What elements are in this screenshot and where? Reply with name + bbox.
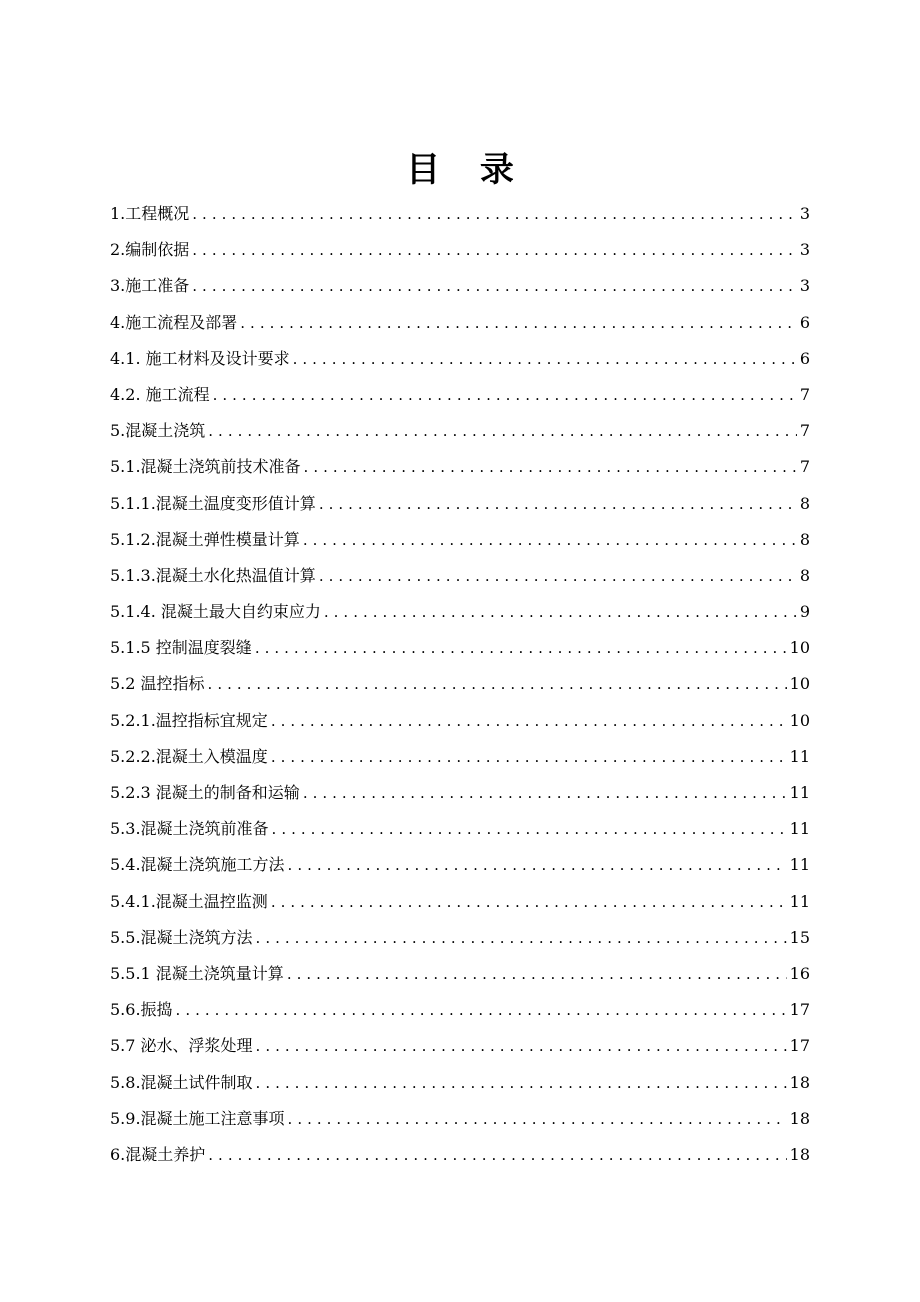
toc-entry[interactable] — [110, 884, 810, 920]
toc-entry-page-number: 10 — [789, 638, 810, 658]
toc-entry-label: 5.6.振捣 — [110, 1000, 173, 1020]
toc-entry-page-number: 15 — [789, 927, 810, 947]
toc-entry-label: 5.5.1 混凝土浇筑量计算 — [110, 963, 284, 983]
toc-dot-leader — [303, 775, 787, 811]
toc-dot-leader — [208, 1137, 786, 1173]
toc-title: 目 录 — [406, 150, 528, 190]
toc-dot-leader — [271, 884, 787, 920]
toc-entry[interactable] — [110, 775, 810, 811]
toc-entry-label: 4.2. 施工流程 — [110, 384, 210, 404]
toc-entry[interactable] — [110, 305, 810, 341]
toc-entry-page-number: 11 — [789, 819, 810, 839]
toc-entry[interactable] — [110, 1065, 810, 1101]
toc-entry-page-number: 3 — [799, 240, 810, 260]
toc-entry-page-number: 9 — [799, 602, 810, 622]
toc-entry-page-number: 8 — [799, 565, 810, 585]
toc-entry[interactable] — [110, 486, 810, 522]
toc-entry-label: 1.工程概况 — [110, 204, 190, 223]
toc-dot-leader — [256, 920, 787, 956]
toc-dot-leader — [208, 666, 787, 702]
toc-dot-leader — [255, 630, 787, 666]
toc-entry[interactable] — [110, 847, 810, 883]
toc-entry-page-number: 10 — [789, 674, 810, 694]
toc-entry[interactable] — [110, 1137, 810, 1173]
toc-entry[interactable] — [110, 666, 810, 702]
toc-entry-label: 6.混凝土养护 — [110, 1144, 206, 1164]
toc-entry-page-number: 8 — [799, 493, 810, 513]
toc-entry-page-number: 6 — [799, 348, 810, 368]
toc-entry[interactable] — [110, 1028, 810, 1064]
toc-dot-leader — [213, 377, 797, 413]
toc-entry[interactable] — [110, 811, 810, 847]
toc-entry-label: 5.2.2.混凝土入模温度 — [110, 746, 268, 766]
toc-entry-page-number: 18 — [789, 1072, 810, 1092]
toc-entry-page-number: 3 — [799, 204, 810, 223]
toc-entry-page-number: 11 — [789, 746, 810, 766]
toc-entry[interactable] — [110, 268, 810, 304]
toc-entry-label: 5.8.混凝土试件制取 — [110, 1072, 253, 1092]
toc-entry[interactable] — [110, 630, 810, 666]
toc-entry-label: 5.4.1.混凝土温控监测 — [110, 891, 268, 911]
toc-dot-leader — [256, 1065, 787, 1101]
toc-entry-label: 4.施工流程及部署 — [110, 312, 238, 332]
toc-entry-label: 5.1.2.混凝土弹性模量计算 — [110, 529, 300, 549]
toc-entry[interactable] — [110, 413, 810, 449]
toc-entry-page-number: 16 — [789, 963, 810, 983]
toc-entry-page-number: 3 — [799, 276, 810, 296]
toc-entry-label: 5.1.3.混凝土水化热温值计算 — [110, 565, 316, 585]
toc-entry[interactable] — [110, 920, 810, 956]
toc-entry[interactable] — [110, 956, 810, 992]
toc-entry-label: 5.1.1.混凝土温度变形值计算 — [110, 493, 316, 513]
toc-dot-leader — [272, 811, 787, 847]
toc-entry-page-number: 17 — [789, 1000, 810, 1020]
toc-dot-leader — [240, 305, 797, 341]
toc-dot-leader — [256, 1028, 787, 1064]
toc-entry-page-number: 11 — [789, 891, 810, 911]
toc-entry[interactable] — [110, 449, 810, 485]
toc-entry-page-number: 7 — [799, 457, 810, 477]
toc-entry-page-number: 10 — [789, 710, 810, 730]
toc-entry[interactable] — [110, 992, 810, 1028]
toc-entry-page-number: 7 — [799, 421, 810, 441]
toc-entry-label: 5.5.混凝土浇筑方法 — [110, 927, 253, 947]
toc-entry-label: 5.9.混凝土施工注意事项 — [110, 1108, 285, 1128]
toc-entry-label: 4.1. 施工材料及设计要求 — [110, 348, 290, 368]
toc-entry-label: 5.混凝土浇筑 — [110, 421, 206, 441]
toc-entry[interactable] — [110, 1101, 810, 1137]
toc-entry-page-number: 8 — [799, 529, 810, 549]
toc-dot-leader — [288, 1101, 787, 1137]
toc-entry[interactable] — [110, 196, 810, 232]
toc-dot-leader — [319, 486, 797, 522]
toc-list — [110, 196, 810, 1173]
toc-entry[interactable] — [110, 558, 810, 594]
toc-entry-label: 5.2 温控指标 — [110, 674, 205, 694]
toc-dot-leader — [304, 449, 797, 485]
toc-entry-label: 5.7 泌水、浮浆处理 — [110, 1036, 253, 1056]
toc-dot-leader — [324, 594, 797, 630]
toc-entry-label: 5.4.混凝土浇筑施工方法 — [110, 855, 285, 875]
toc-entry[interactable] — [110, 232, 810, 268]
toc-entry-page-number: 11 — [789, 855, 810, 875]
toc-entry-label: 3.施工准备 — [110, 276, 190, 296]
toc-dot-leader — [271, 703, 787, 739]
toc-dot-leader — [293, 341, 797, 377]
toc-entry-page-number: 6 — [799, 312, 810, 332]
toc-dot-leader — [271, 739, 787, 775]
toc-entry-label: 5.1.5 控制温度裂缝 — [110, 638, 252, 658]
toc-entry[interactable] — [110, 594, 810, 630]
toc-entry-label: 5.2.1.温控指标宜规定 — [110, 710, 268, 730]
toc-entry[interactable] — [110, 522, 810, 558]
toc-dot-leader — [319, 558, 797, 594]
toc-entry-page-number: 18 — [789, 1108, 810, 1128]
toc-entry[interactable] — [110, 341, 810, 377]
toc-entry-page-number: 18 — [789, 1144, 810, 1164]
toc-entry-page-number: 17 — [789, 1036, 810, 1056]
toc-entry-page-number: 7 — [799, 384, 810, 404]
toc-dot-leader — [208, 413, 797, 449]
toc-entry[interactable] — [110, 377, 810, 413]
toc-entry[interactable] — [110, 739, 810, 775]
toc-entry-label: 5.1.4. 混凝土最大自约束应力 — [110, 602, 321, 622]
toc-entry-label: 2.编制依据 — [110, 240, 190, 260]
toc-entry-label: 5.2.3 混凝土的制备和运输 — [110, 783, 300, 802]
toc-dot-leader — [176, 992, 787, 1028]
toc-dot-leader — [192, 196, 797, 232]
toc-dot-leader — [192, 268, 797, 304]
toc-dot-leader — [303, 522, 797, 558]
toc-entry-page-number: 11 — [789, 783, 810, 802]
toc-entry-label: 5.1.混凝土浇筑前技术准备 — [110, 457, 301, 477]
toc-dot-leader — [288, 847, 787, 883]
toc-dot-leader — [287, 956, 787, 992]
toc-dot-leader — [192, 232, 797, 268]
toc-entry[interactable] — [110, 703, 810, 739]
toc-entry-label: 5.3.混凝土浇筑前准备 — [110, 819, 269, 839]
